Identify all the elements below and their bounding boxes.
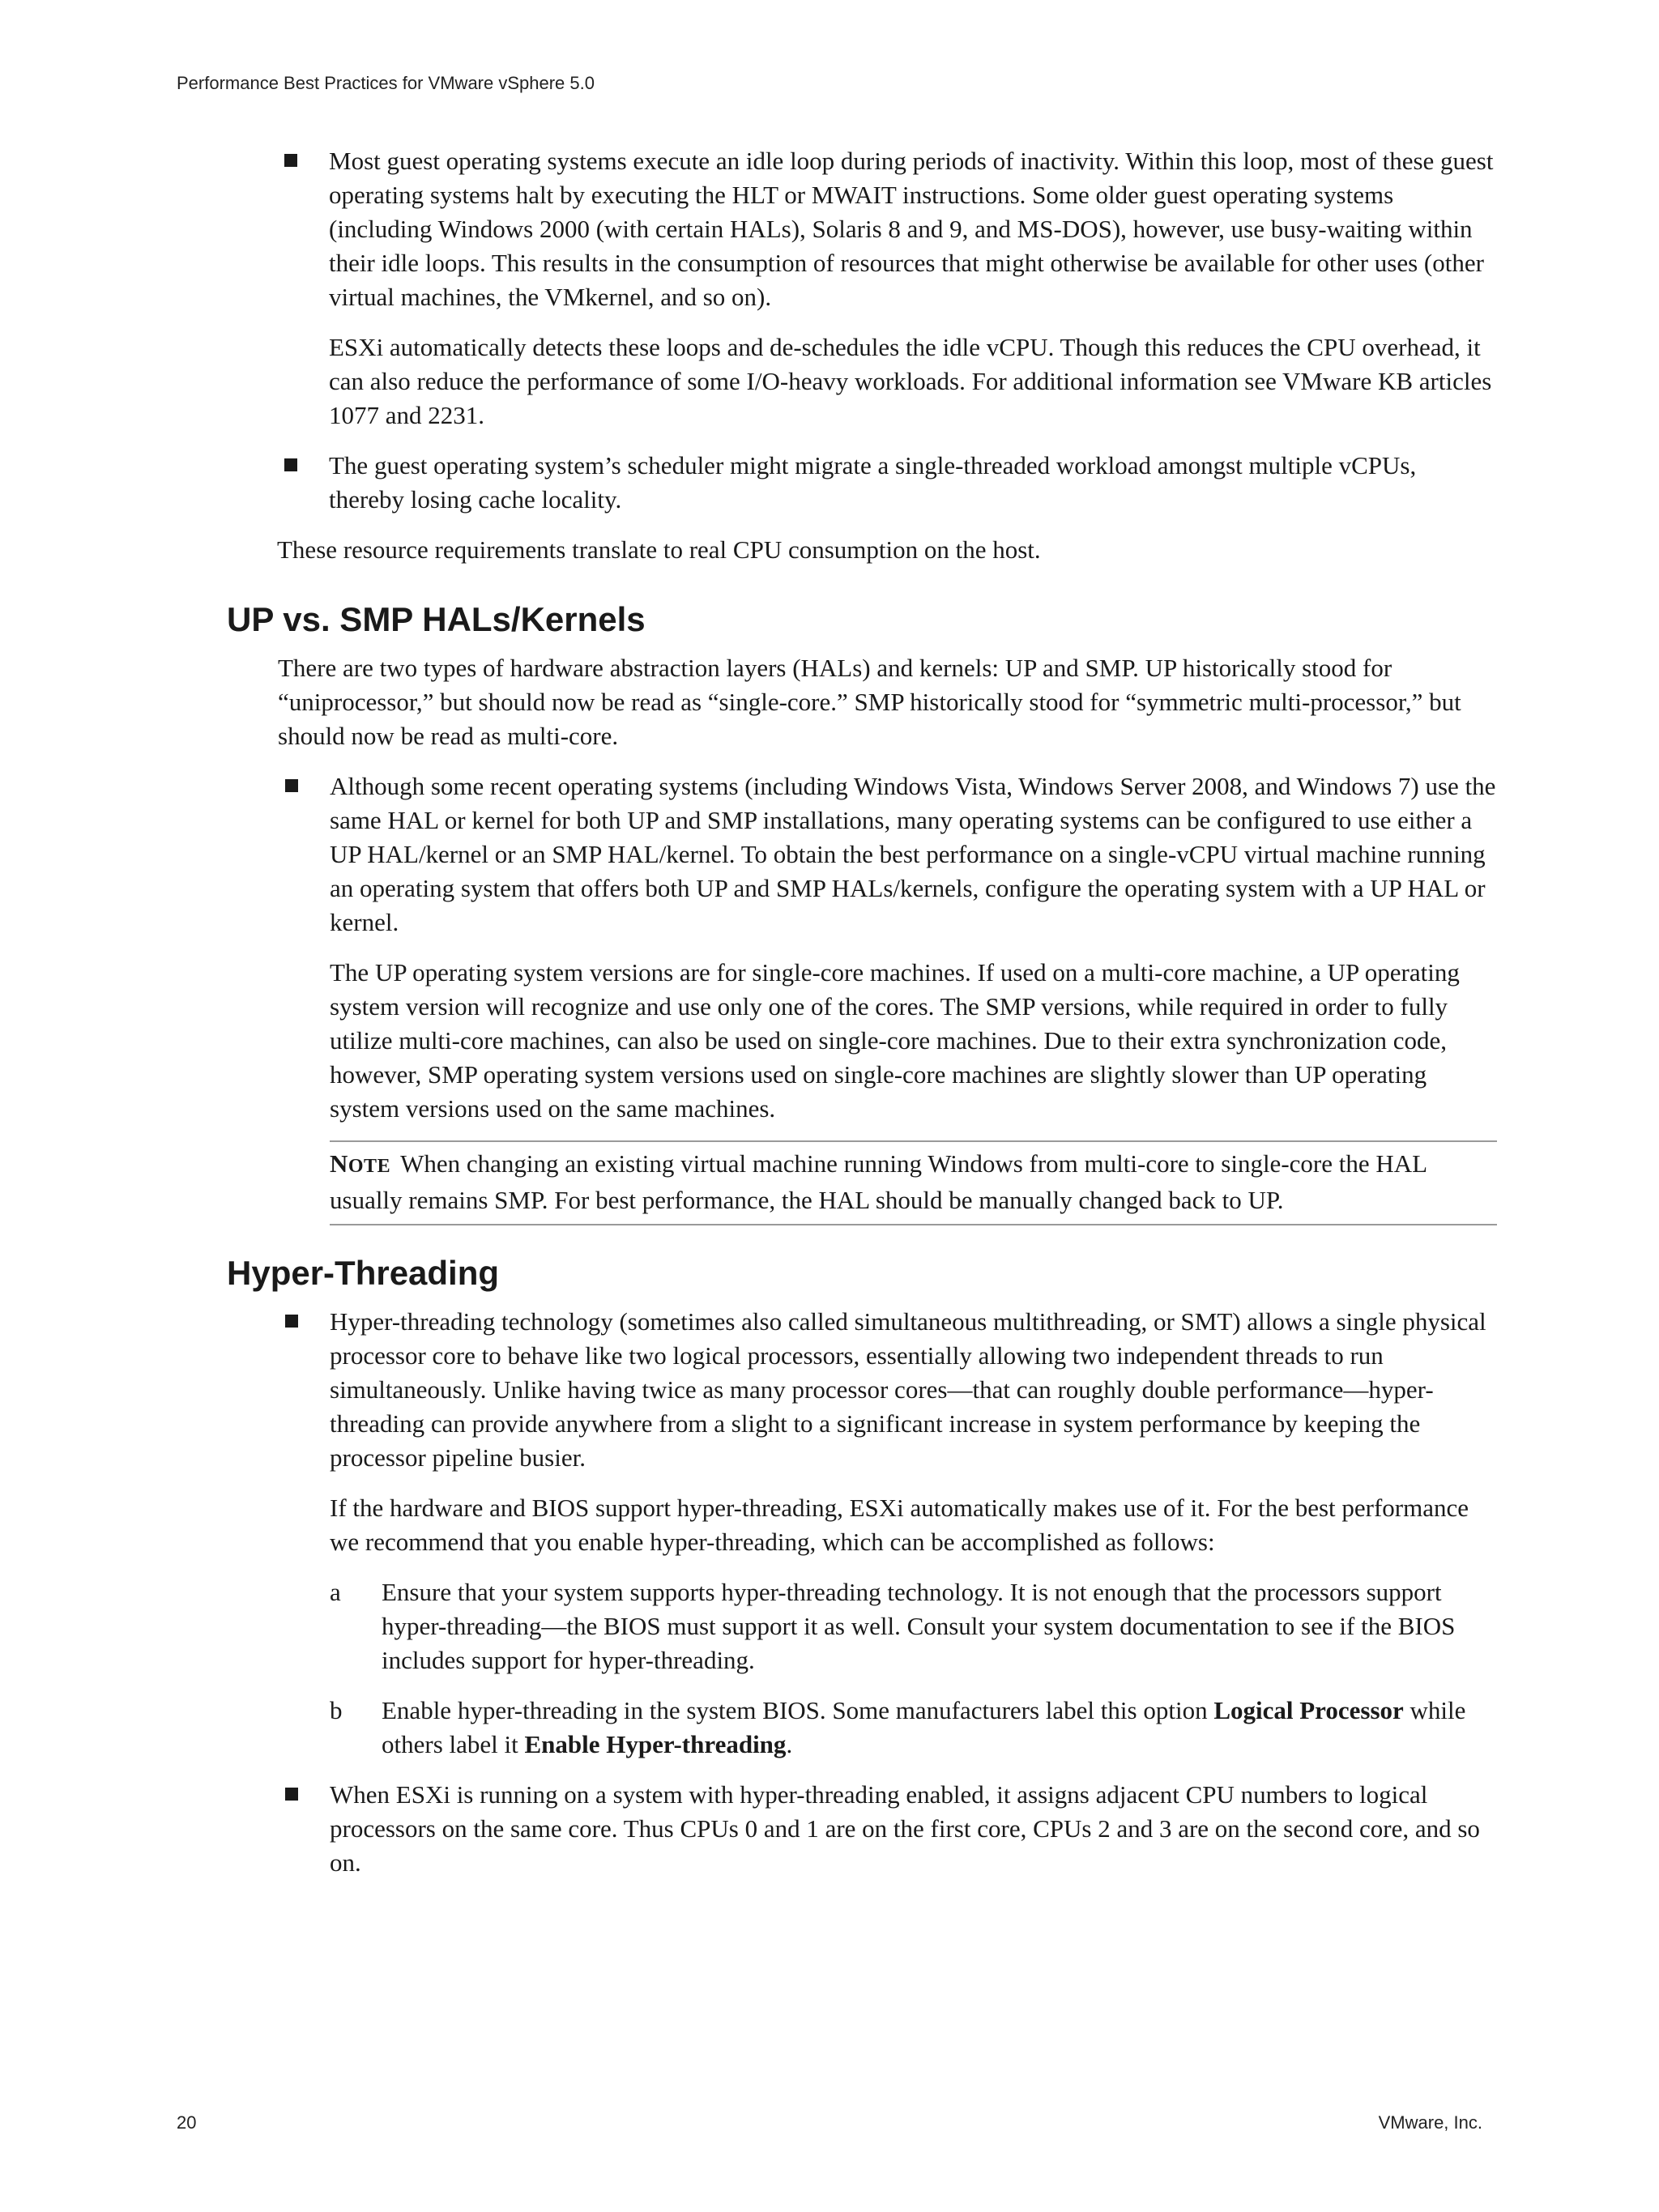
section-heading-hyper-threading: Hyper-Threading <box>227 1254 500 1292</box>
intro-closing-paragraph: These resource requirements translate to real CPU consumption on the host. <box>277 535 1041 564</box>
section-lead-paragraph: There are two types of hardware abstraction layers (HALs) and kernels: UP and SMP. UP historically stood for “uniprocessor,” but should now be read as “single-core.” SMP historically stood for “symmetric multi-processor,” but should now be read as multi-core. <box>278 654 1461 750</box>
step-letter: b <box>330 1696 343 1724</box>
running-header-title: Performance Best Practices for VMware vSphere 5.0 <box>177 73 595 93</box>
square-bullet-icon <box>285 1788 298 1801</box>
note-label: NOTE <box>330 1149 391 1178</box>
list-item <box>278 769 1497 1225</box>
list-item <box>278 1778 1497 1880</box>
intro-bullet-list <box>277 144 1497 517</box>
paragraph: Although some recent operating systems (including Windows Vista, Windows Server 2008, and Windows 7) use the same HAL or kernel for both UP and SMP installations, many operating systems can be configured to use either a UP HAL/kernel or an SMP HAL/kernel. To obtain the best performance on a single-vCPU virtual machine running an operating system that offers both UP and SMP HALs/kernels, configure the operating system with a UP HAL or kernel. <box>330 772 1496 936</box>
section-body-hyper-threading <box>278 1305 1497 1880</box>
page-content <box>227 144 1497 1880</box>
hyper-threading-bullet-list <box>278 1305 1497 1880</box>
step-text: Ensure that your system supports hyper-threading technology. It is not enough that the processors support hyper-threading—the BIOS must support it as well. Consult your system documentation to see if the BIOS includes support for hyper-threading. <box>382 1578 1456 1674</box>
page-number: 20 <box>177 2112 197 2133</box>
list-item <box>277 144 1497 433</box>
square-bullet-icon <box>284 458 297 471</box>
square-bullet-icon <box>285 779 298 792</box>
step-letter: a <box>330 1578 341 1606</box>
paragraph: When ESXi is running on a system with hyper-threading enabled, it assigns adjacent CPU numbers to logical processors on the same core. Thus CPUs 0 and 1 are on the first core, CPUs 2 and 3 are on the second core, and so on. <box>330 1780 1480 1877</box>
list-item <box>278 1305 1497 1762</box>
paragraph: Hyper-threading technology (sometimes also called simultaneous multithreading, or SMT) allows a single physical processor core to behave like two logical processors, essentially allowing two independent threads to run simultaneously. Unlike having twice as many processor cores—that can roughly double performance—hyper-threading can provide anywhere from a slight to a significant increase in system performance by keeping the processor pipeline busier. <box>330 1307 1486 1472</box>
step-text: Enable hyper-threading in the system BIOS. Some manufacturers label this option Logical Processor while others label it Enable Hyper-threading. <box>382 1696 1466 1758</box>
square-bullet-icon <box>284 154 297 167</box>
paragraph: ESXi automatically detects these loops and de-schedules the idle vCPU. Though this reduces the CPU overhead, it can also reduce the performance of some I/O-heavy workloads. For additional information see VMware KB articles 1077 and 2231. <box>329 333 1492 429</box>
paragraph: The guest operating system’s scheduler might migrate a single-threaded workload amongst multiple vCPUs, thereby losing cache locality. <box>329 451 1417 514</box>
step-a <box>330 1575 1497 1677</box>
section-heading-up-smp: UP vs. SMP HALs/Kernels <box>227 600 646 638</box>
section-body-up-smp <box>278 651 1497 1225</box>
paragraph: If the hardware and BIOS support hyper-threading, ESXi automatically makes use of it. For the best performance we recommend that you enable hyper-threading, which can be accomplished as follows: <box>330 1494 1469 1556</box>
list-item <box>277 449 1497 517</box>
up-smp-bullet-list <box>278 769 1497 1225</box>
bios-option-name: Enable Hyper-threading <box>524 1730 787 1758</box>
step-b <box>330 1694 1497 1762</box>
bios-option-name: Logical Processor <box>1213 1696 1404 1724</box>
paragraph: Most guest operating systems execute an idle loop during periods of inactivity. Within this loop, most of these guest operating systems halt by executing the HLT or MWAIT instructions. Some older guest operating systems (including Windows 2000 (with certain HALs), Solaris 8 and 9, and MS-DOS), however, use busy-waiting within their idle loops. This results in the consumption of resources that might otherwise be available for other uses (other virtual machines, the VMkernel, and so on). <box>329 147 1494 311</box>
footer-publisher: VMware, Inc. <box>1378 2112 1482 2133</box>
square-bullet-icon <box>285 1315 298 1328</box>
paragraph: The UP operating system versions are for single-core machines. If used on a multi-core machine, a UP operating system version will recognize and use only one of the cores. The SMP versions, while required in order to fully utilize multi-core machines, can also be used on single-core machines. Due to their extra synchronization code, however, SMP operating system versions used on single-core machines are slightly slower than UP operating system versions used on the same machines. <box>330 958 1460 1123</box>
note-box <box>330 1140 1497 1225</box>
note-text: When changing an existing virtual machine running Windows from multi-core to single-core the HAL usually remains SMP. For best performance, the HAL should be manually changed back to UP. <box>330 1149 1427 1214</box>
